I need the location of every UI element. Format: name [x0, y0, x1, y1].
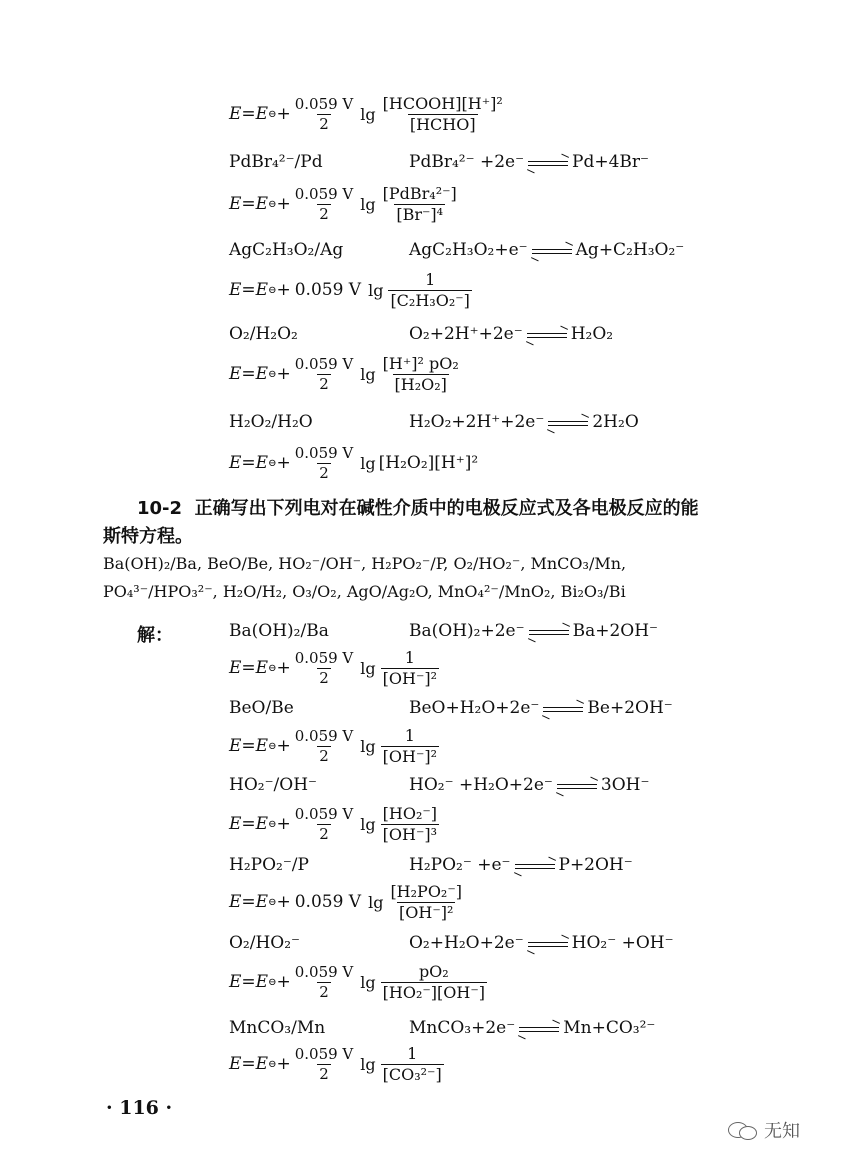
electrode-pair-row: MnCO₃/Mn MnCO₃+2e⁻ Mn+CO₃²⁻ [229, 1018, 656, 1038]
nernst-equation: E=E ⊖ + $\frac{0.059 V}{2}$ lg $\frac{\text{[PdBr₄²⁻]}}{\text{[Br⁻]⁴}}$ [229, 184, 457, 224]
chat-bubble-icon [728, 1120, 758, 1140]
nernst-equation: E=E ⊖ + $\frac{0.059 V}{2}$ lg $\frac{1}{\text{[OH⁻]²}}$ [229, 648, 438, 688]
nernst-equation: E=E ⊖ + 0.059 V lg $\frac{1}{\text{[C₂H₃O₂⁻]}}$ [229, 270, 470, 310]
redox-couple: PdBr₄²⁻/Pd [229, 152, 323, 172]
nernst-equation: E=E ⊖ + $\frac{0.059 V}{2}$ lg $\frac{1}{\text{[CO₃²⁻]}}$ [229, 1044, 442, 1084]
question-number: 10-2 [137, 498, 183, 519]
equilibrium-arrow-icon [548, 419, 588, 427]
equilibrium-arrow-icon [527, 331, 567, 339]
couple-list-line-1: Ba(OH)₂/Ba, BeO/Be, HO₂⁻/OH⁻, H₂PO₂⁻/P, O₂/HO₂⁻, MnCO₃/Mn, [103, 554, 627, 573]
half-reaction: PdBr₄²⁻ +2e⁻ Pd+4Br⁻ [409, 152, 650, 172]
electrode-pair-row: Ba(OH)₂/Ba Ba(OH)₂+2e⁻ Ba+2OH⁻ [229, 621, 659, 641]
electrode-pair-row: H₂PO₂⁻/P H₂PO₂⁻ +e⁻ P+2OH⁻ [229, 855, 633, 875]
equilibrium-arrow-icon [529, 628, 569, 636]
equilibrium-arrow-icon [528, 159, 568, 167]
couple-list-line-2: PO₄³⁻/HPO₃²⁻, H₂O/H₂, O₃/O₂, AgO/Ag₂O, MnO₄²⁻/MnO₂, Bi₂O₃/Bi [103, 582, 626, 601]
equilibrium-arrow-icon [532, 247, 572, 255]
nernst-equation: E=E ⊖ + $\frac{0.059 V}{2}$ lg $\frac{\text{pO₂}}{\text{[HO₂⁻][OH⁻]}}$ [229, 962, 486, 1002]
nernst-equation: E=E ⊖ + $\frac{0.059 V}{2}$ lg $\frac{\text{[H⁺]² pO₂}}{\text{[H₂O₂]}}$ [229, 354, 459, 394]
nernst-equation-hcooh: E=E ⊖ + $\frac{0.059 V}{2}$ lg $\frac{\text{[HCOOH][H⁺]²}}{\text{[HCHO]}}$ [229, 94, 503, 134]
nernst-equation: E=E ⊖ + $\frac{0.059 V}{2}$ lg $\frac{1}{\text{[OH⁻]²}}$ [229, 726, 438, 766]
equilibrium-arrow-icon [557, 782, 597, 790]
nernst-equation: E=E ⊖ + $\frac{0.059 V}{2}$ lg [H₂O₂][H⁺]² [229, 444, 479, 482]
nernst-equation: E=E ⊖ + $\frac{0.059 V}{2}$ lg $\frac{\text{[HO₂⁻]}}{\text{[OH⁻]³}}$ [229, 804, 438, 844]
electrode-pair-row: O₂/H₂O₂ O₂+2H⁺+2e⁻ H₂O₂ [229, 324, 614, 344]
nernst-equation: E=E ⊖ + 0.059 V lg $\frac{\text{[H₂PO₂⁻]}}{\text{[OH⁻]²}}$ [229, 882, 463, 922]
plus-sign: + [276, 104, 291, 124]
equilibrium-arrow-icon [519, 1025, 559, 1033]
electrode-pair-row: BeO/Be BeO+H₂O+2e⁻ Be+2OH⁻ [229, 698, 673, 718]
watermark [728, 1117, 800, 1143]
electrode-pair-row: HO₂⁻/OH⁻ HO₂⁻ +H₂O+2e⁻ 3OH⁻ [229, 775, 650, 795]
question-line-1: 10-2 正确写出下列电对在碱性介质中的电极反应式及各电极反应的能 [137, 498, 699, 519]
coefficient-fraction: $\frac{0.059 V}{2}$ [294, 95, 354, 133]
electrode-pair-row: O₂/HO₂⁻ O₂+H₂O+2e⁻ HO₂⁻ +OH⁻ [229, 933, 674, 953]
question-line-2: 斯特方程。 [103, 526, 193, 547]
equilibrium-arrow-icon [528, 940, 568, 948]
electrode-pair-row: H₂O₂/H₂O H₂O₂+2H⁺+2e⁻ 2H₂O [229, 412, 639, 432]
lg-operator: lg [360, 104, 376, 124]
equation-lhs: E=E [229, 104, 269, 124]
equilibrium-arrow-icon [543, 705, 583, 713]
watermark-text: 无知 [764, 1121, 800, 1142]
electrode-pair-row [229, 152, 789, 176]
page-number: · 116 · [106, 1097, 173, 1119]
equilibrium-arrow-icon [515, 862, 555, 870]
electrode-pair-row: AgC₂H₃O₂/Ag AgC₂H₃O₂+e⁻ Ag+C₂H₃O₂⁻ [229, 240, 685, 260]
answer-label: 解： [137, 625, 173, 646]
concentration-fraction: $\frac{\text{[HCOOH][H⁺]²}}{\text{[HCHO]}}$ [382, 94, 503, 134]
